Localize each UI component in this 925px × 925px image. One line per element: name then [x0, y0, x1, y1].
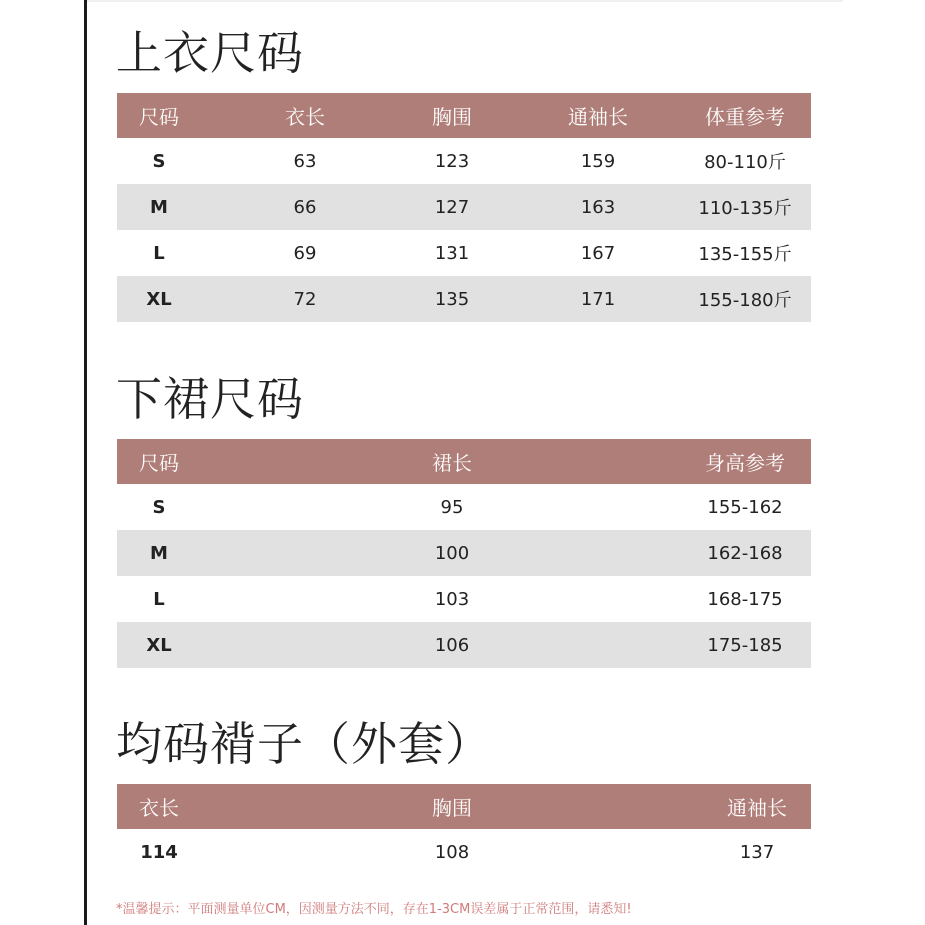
tops-cell-sleeve: 167	[580, 242, 616, 264]
tops-cell-weight: 110-135斤	[698, 198, 792, 219]
outer-row	[117, 829, 811, 875]
skirt-row-l	[117, 576, 811, 622]
tops-cell-weight: 80-110斤	[704, 152, 786, 173]
tops-cell-length: 69	[293, 242, 317, 264]
skirt-cell-size: L	[153, 588, 165, 610]
outer-cell-chest: 108	[434, 841, 470, 863]
skirt-cell-length: 95	[440, 496, 464, 518]
tops-row-m	[117, 184, 811, 230]
tops-header-length: 衣长	[285, 105, 325, 129]
skirt-cell-length: 103	[434, 588, 470, 610]
tops-cell-chest: 127	[434, 196, 470, 218]
skirt-header-height: 身高参考	[705, 451, 785, 475]
left-vertical-rule	[84, 0, 87, 925]
tops-row-xl	[117, 276, 811, 322]
tops-cell-chest: 131	[434, 242, 470, 264]
tops-cell-length: 72	[293, 288, 317, 310]
skirt-cell-height: 155-162	[707, 496, 783, 518]
skirt-header-length: 裙长	[432, 451, 472, 475]
tops-cell-sleeve: 159	[580, 150, 616, 172]
skirt-cell-height: 175-185	[707, 634, 783, 656]
tops-cell-weight: 155-180斤	[698, 290, 792, 311]
tops-cell-length: 63	[293, 150, 317, 172]
outer-header-row	[117, 784, 811, 829]
outer-cell-sleeve: 137	[739, 841, 775, 863]
tops-cell-sleeve: 163	[580, 196, 616, 218]
tops-cell-size: L	[153, 242, 165, 264]
tops-size-title: 上衣尺码	[116, 26, 304, 80]
skirt-row-m	[117, 530, 811, 576]
skirt-cell-height: 168-175	[707, 588, 783, 610]
tops-row-s	[117, 138, 811, 184]
tops-header-row	[117, 93, 811, 138]
tops-cell-weight: 135-155斤	[698, 244, 792, 265]
tops-header-weight: 体重参考	[705, 105, 785, 129]
outer-cell-length: 114	[140, 841, 178, 863]
top-edge-line	[86, 0, 843, 2]
skirt-cell-size: S	[152, 496, 166, 518]
measurement-note: *温馨提示：平面测量单位CM，因测量方法不同，存在1-3CM误差属于正常范围，请悉知!	[116, 902, 632, 917]
tops-cell-size: XL	[146, 288, 172, 310]
tops-cell-sleeve: 171	[580, 288, 616, 310]
skirt-size-title: 下裙尺码	[116, 372, 304, 426]
skirt-row-xl	[117, 622, 811, 668]
tops-size-table	[117, 93, 811, 322]
outer-size-table	[117, 784, 811, 875]
tops-cell-chest: 123	[434, 150, 470, 172]
outer-size-title: 均码褙子（外套）	[116, 717, 492, 771]
skirt-cell-size: XL	[146, 634, 172, 656]
skirt-cell-size: M	[150, 542, 168, 564]
tops-header-size: 尺码	[139, 105, 179, 129]
tops-cell-size: S	[152, 150, 166, 172]
tops-cell-size: M	[150, 196, 168, 218]
tops-cell-length: 66	[293, 196, 317, 218]
skirt-row-s	[117, 484, 811, 530]
skirt-cell-length: 106	[434, 634, 470, 656]
tops-row-l	[117, 230, 811, 276]
skirt-header-row	[117, 439, 811, 484]
outer-header-chest: 胸围	[432, 796, 472, 820]
skirt-size-table	[117, 439, 811, 668]
tops-cell-chest: 135	[434, 288, 470, 310]
skirt-header-size: 尺码	[139, 451, 179, 475]
outer-header-sleeve: 通袖长	[727, 796, 787, 820]
skirt-cell-length: 100	[434, 542, 470, 564]
skirt-cell-height: 162-168	[707, 542, 783, 564]
outer-header-length: 衣长	[139, 796, 179, 820]
tops-header-chest: 胸围	[432, 105, 472, 129]
tops-header-sleeve: 通袖长	[568, 105, 628, 129]
